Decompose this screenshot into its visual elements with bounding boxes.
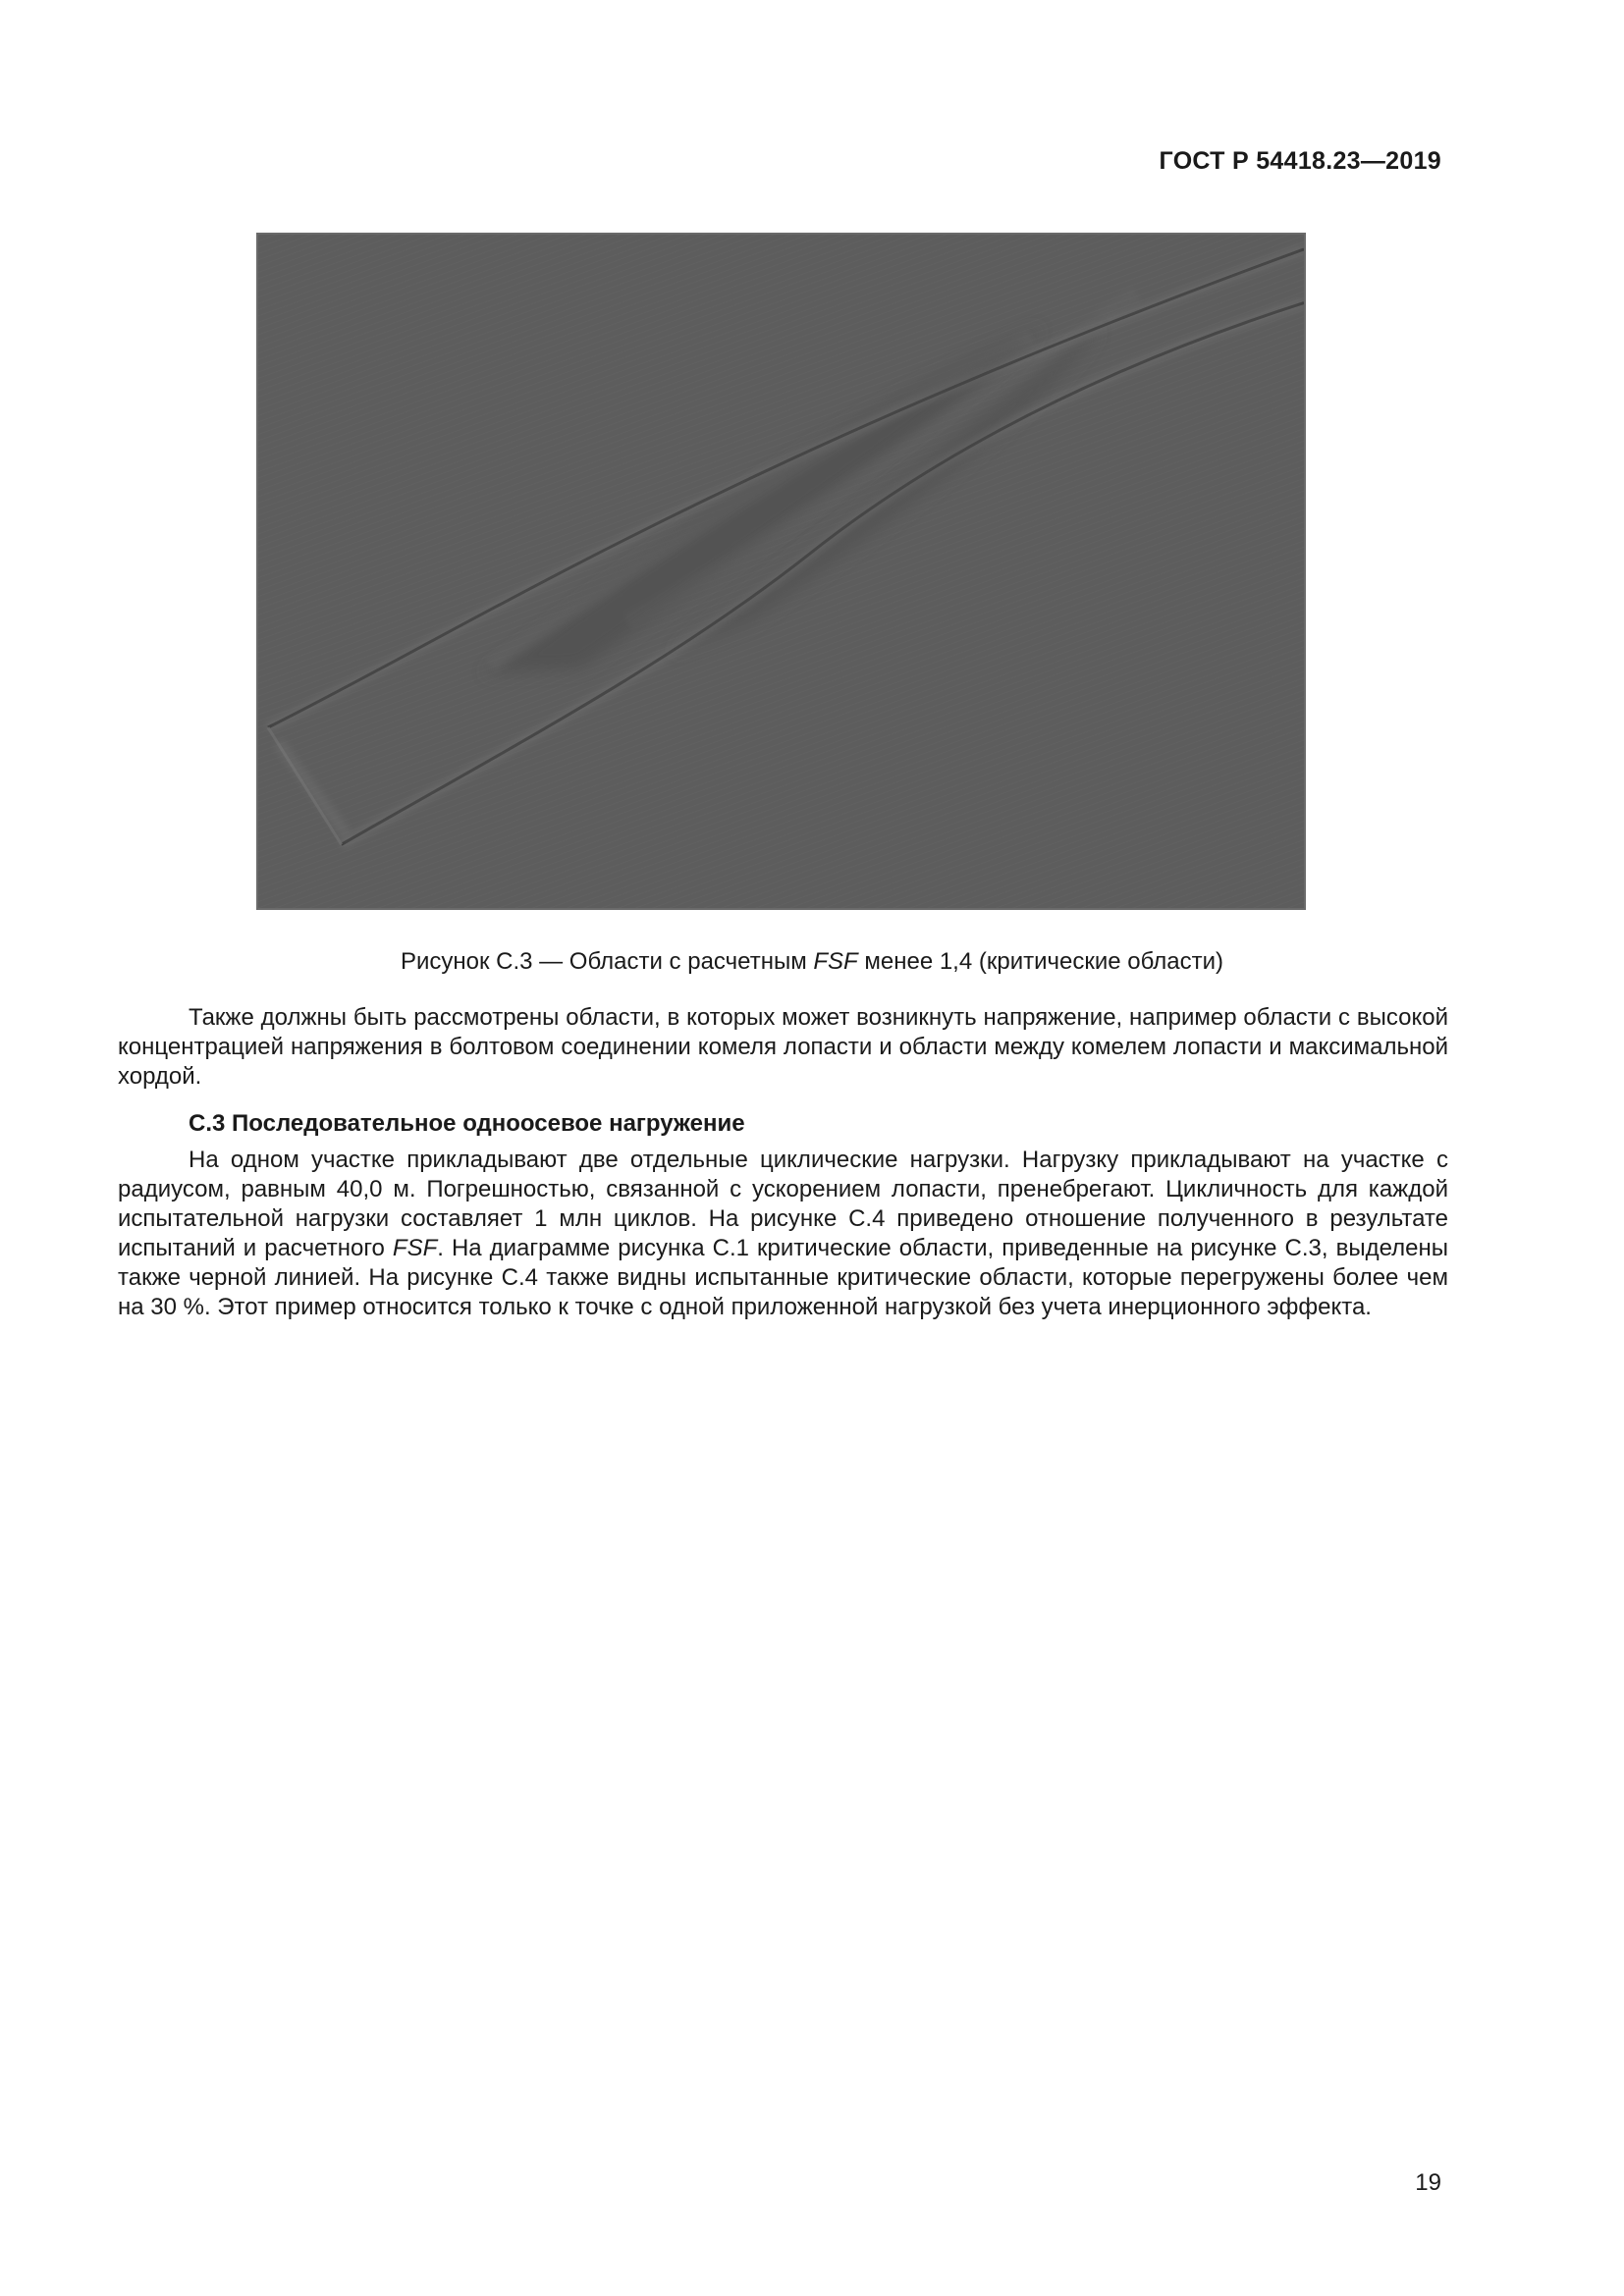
page-number: 19 xyxy=(1415,2169,1441,2196)
figure-caption xyxy=(0,948,1624,976)
paragraph-2-term: FSF xyxy=(392,1235,438,1261)
blade-critical-regions-image xyxy=(258,235,1304,908)
caption-suffix: менее 1,4 (критические области) xyxy=(857,948,1224,975)
paragraph-1: Также должны быть рассмотрены области, в которых может возникнуть напряжение, например области с высокой концентрацией напряжения в болтовом соединении комеля лопасти и области между комелем лопасти и максимальной хордой. xyxy=(118,1004,1448,1090)
paragraph-2-part2: . На диаграмме рисунка С.1 критические области, приведенные на рисунке С.3, выделены также черной линией. На рисунке С.4 также видны испытанные критические области, которые перегружены более чем на 30 %. Этот пример относится только к точке с одной приложенной нагрузкой без учета инерционного эффекта. xyxy=(118,1235,1448,1320)
paragraph-2 xyxy=(118,1146,1448,1322)
paragraph-2-part1: На одном участке прикладывают две отдельные циклические нагрузки. Нагрузку прикладывают на участке с радиусом, равным 40,0 м. Погрешностью, связанной с ускорением лопасти, пренебрегают. Цикличность для каждой испытательной нагрузки составляет 1 млн циклов. На рисунке С.4 приведено отношение полученного в результате испытаний и расчетного xyxy=(118,1147,1448,1261)
section-heading: С.3 Последовательное одноосевое нагружение xyxy=(189,1110,745,1137)
document-header: ГОСТ Р 54418.23—2019 xyxy=(1159,147,1441,175)
caption-term: FSF xyxy=(813,948,858,975)
caption-prefix: Рисунок С.3 — Области с расчетным xyxy=(400,948,814,975)
figure-image xyxy=(256,233,1306,910)
